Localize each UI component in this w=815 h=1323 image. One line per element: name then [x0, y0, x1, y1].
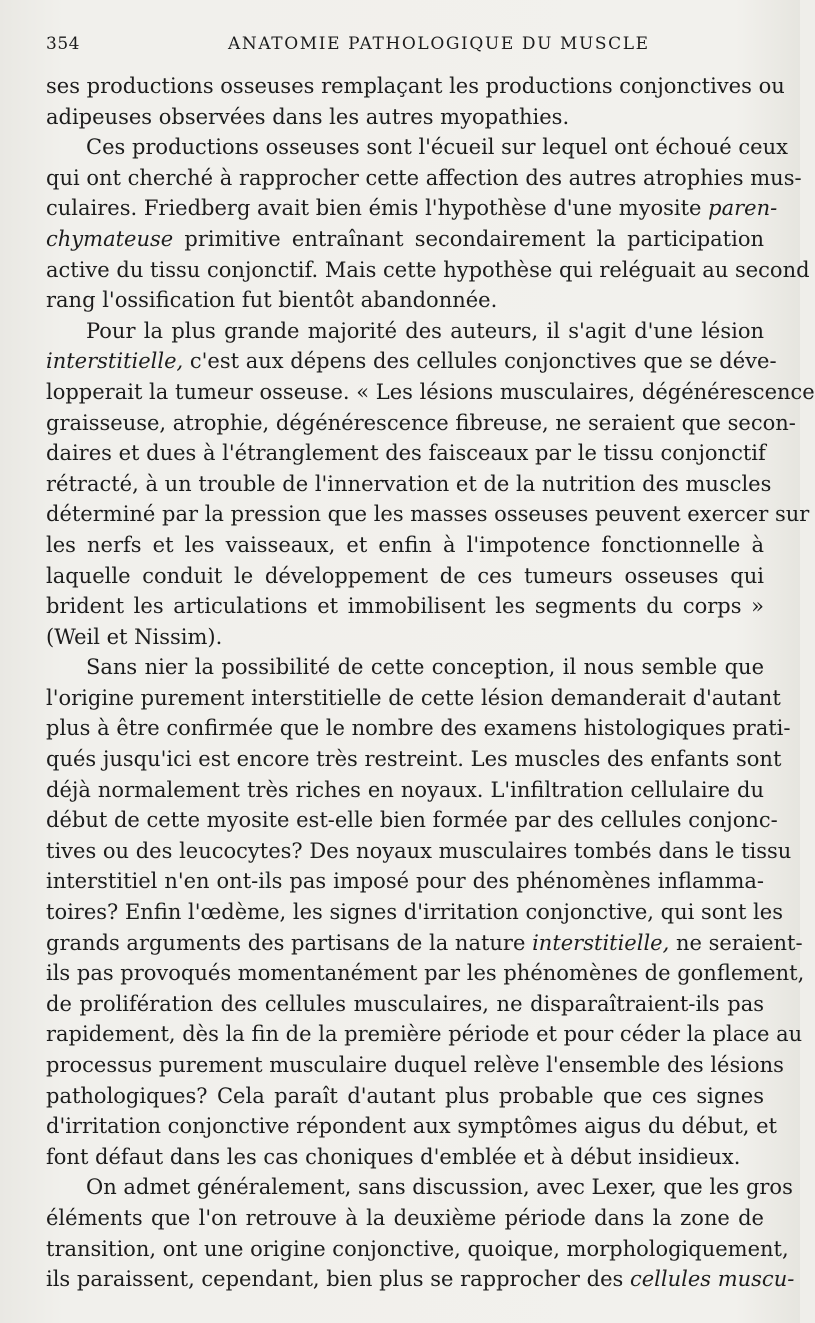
- text-line: l'origine purement interstitielle de cette lésion demanderait d'autant: [46, 685, 781, 710]
- text-line: qui ont cherché à rapprocher cette affection des autres atrophies mus-: [46, 165, 802, 190]
- text-line: toires? Enfin l'œdème, les signes d'irritation conjonctive, qui sont les: [46, 900, 783, 925]
- text-line: adipeuses observées dans les autres myopathies.: [46, 104, 570, 129]
- text-line: déjà normalement très riches en noyaux. L'infiltration cellulaire du: [46, 777, 764, 802]
- text-line: de prolifération des cellules musculaires, ne disparaîtraient-ils pas: [46, 991, 764, 1016]
- text-line: graisseuse, atrophie, dégénérescence fibreuse, ne seraient que secon-: [46, 410, 796, 435]
- text-line: font défaut dans les cas choniques d'emblée et à début insidieux.: [46, 1144, 741, 1169]
- text-line: active du tissu conjonctif. Mais cette hypothèse qui reléguait au second: [46, 257, 810, 282]
- paragraph: [46, 1172, 795, 1294]
- paragraph: [46, 71, 785, 132]
- text-line: Pour la plus grande majorité des auteurs, il s'agit d'une lésion: [86, 318, 764, 343]
- paragraph: [46, 132, 810, 316]
- text-line: éléments que l'on retrouve à la deuxième période dans la zone de: [46, 1205, 764, 1230]
- text-line: début de cette myosite est-elle bien formée par des cellules conjonc-: [46, 808, 778, 833]
- text-line: Sans nier la possibilité de cette conception, il nous semble que: [86, 655, 764, 680]
- text-line: Ces productions osseuses sont l'écueil sur lequel ont échoué ceux: [86, 135, 788, 160]
- text-line: On admet généralement, sans discussion, avec Lexer, que les gros: [86, 1175, 793, 1200]
- paragraph: [46, 316, 815, 653]
- text-line: interstitiel n'en ont-ils pas imposé pour des phénomènes inflamma-: [46, 869, 764, 894]
- page-number: 354: [46, 34, 80, 54]
- text-line: rapidement, dès la fin de la première période et pour céder la place au: [46, 1022, 803, 1047]
- text-line: ils paraissent, cependant, bien plus se rapprocher des cellules muscu-: [46, 1267, 795, 1292]
- paragraph: [46, 652, 805, 1172]
- text-line: interstitielle, c'est aux dépens des cellules conjonctives que se déve-: [46, 349, 777, 374]
- text-line: laquelle conduit le développement de ces tumeurs osseuses qui: [46, 563, 764, 588]
- text-line: rang l'ossification fut bientôt abandonnée.: [46, 288, 498, 313]
- text-line: processus purement musculaire duquel relève l'ensemble des lésions: [46, 1053, 784, 1077]
- running-title: ANATOMIE PATHOLOGIQUE DU MUSCLE: [228, 34, 650, 54]
- text-line: déterminé par la pression que les masses osseuses peuvent exercer sur: [46, 502, 810, 527]
- text-line: brident les articulations et immobilisent les segments du corps »: [46, 594, 764, 619]
- text-line: rétracté, à un trouble de l'innervation et de la nutrition des muscles: [46, 471, 772, 496]
- text-line: daires et dues à l'étranglement des faisceaux par le tissu conjonctif: [46, 441, 766, 466]
- text-line: ils pas provoqués momentanément par les phénomènes de gonflement,: [46, 961, 805, 986]
- text-line: les nerfs et les vaisseaux, et enfin à l'impotence fonctionnelle à: [46, 532, 764, 557]
- text-line: ses productions osseuses remplaçant les productions conjonctives ou: [46, 74, 785, 98]
- text-line: chymateuse primitive entraînant secondairement la participation: [46, 226, 764, 251]
- page-header: [46, 34, 766, 60]
- text-line: d'irritation conjonctive répondent aux symptômes aigus du début, et: [46, 1114, 777, 1139]
- text-line: (Weil et Nissim).: [46, 624, 223, 649]
- text-line: transition, ont une origine conjonctive, quoique, morphologiquement,: [46, 1236, 789, 1261]
- text-line: plus à être confirmée que le nombre des examens histologiques prati-: [46, 716, 791, 741]
- text-line: grands arguments des partisans de la nature interstitielle, ne seraient-: [46, 930, 803, 955]
- text-line: tives ou des leucocytes? Des noyaux musculaires tombés dans le tissu: [46, 838, 792, 863]
- text-line: lopperait la tumeur osseuse. « Les lésions musculaires, dégénérescence: [46, 379, 815, 404]
- text-line: culaires. Friedberg avait bien émis l'hypothèse d'une myosite paren-: [46, 196, 778, 221]
- text-line: qués jusqu'ici est encore très restreint. Les muscles des enfants sont: [46, 747, 782, 772]
- text-line: pathologiques? Cela paraît d'autant plus probable que ces signes: [46, 1083, 764, 1108]
- body-text: [46, 71, 815, 1295]
